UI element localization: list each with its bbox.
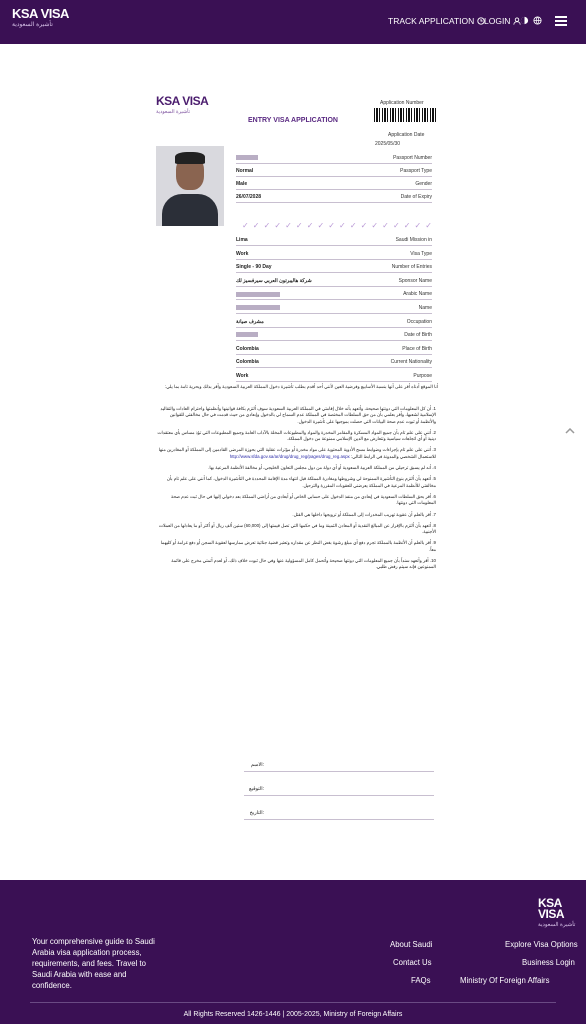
- field-value: [236, 305, 280, 311]
- field-value: 26/07/2028: [236, 194, 262, 200]
- field-value: [236, 332, 258, 338]
- document-title: ENTRY VISA APPLICATION: [248, 117, 338, 124]
- declaration-paragraph: 6. أقر بحق السلطات السعودية في إبعادي من منفذ الدخول على حسابي الخاص أو أبعادي من أراضي المملكة بعد دخولي إليها في حال ثبت عدم صحة المعلومات التي دونتها.: [170, 493, 436, 506]
- field-value: Work: [236, 250, 249, 257]
- footer-link-contact-us[interactable]: Contact Us: [393, 958, 432, 967]
- field-value: Colombia: [236, 359, 259, 366]
- sfda-drug-link[interactable]: http://www.sfda.gov.sa/ar/drug/drug_reg/pages/drug_reg.aspx: [229, 453, 350, 459]
- field-value: [236, 291, 280, 297]
- field-label: Date of Birth: [404, 332, 432, 339]
- signature-sign-label: التوقيع:: [249, 786, 264, 792]
- field-label: Purpose: [413, 373, 432, 379]
- field-value: Lima: [236, 237, 248, 243]
- field-label: Number of Entries: [391, 264, 432, 271]
- declaration-paragraph: [156, 447, 436, 460]
- field-value: Normal: [236, 168, 254, 174]
- declaration-paragraph: 2. أنني على علم تام بأن جميع المواد المسكرة والمقامر المخدرة والمواد والمطبوعات المخلة بالآداب العامة وجميع المطبوعات التي تؤذ مساس بأي معتقدات دينية أو أي اتجاهات سياسية وتتعارض مع الدين الإسلامي ممنوعة من دخول المملكة.: [157, 429, 436, 442]
- footer-logo-text: KSA VISA: [538, 896, 565, 921]
- document-logo-subtext: تأشيرة السعودية: [156, 109, 191, 115]
- footer-divider: [30, 1002, 556, 1003]
- field-row-saudi-mission-in: [236, 234, 432, 246]
- footer-link-explore-visa-options[interactable]: Explore Visa Options: [505, 940, 578, 949]
- declaration-paragraph: 7. أقر بالعلم أن عقوبة تهريب المخدرات إلى المملكة أو ترويجها داخلها هي القتل.: [292, 511, 436, 517]
- redacted-value: [236, 332, 258, 337]
- globe-icon[interactable]: [533, 16, 542, 25]
- footer-tagline: Your comprehensive guide to Saudi Arabia visa application process, requirements, and fees. Travel to Saudi Arabia with ease and confidence.: [32, 937, 155, 990]
- field-row-visa-type: [236, 248, 432, 260]
- field-label: Saudi Mission in: [395, 237, 432, 243]
- signature-date-line: [244, 803, 434, 820]
- site-logo[interactable]: [12, 8, 69, 31]
- field-label: Passport Type: [400, 168, 432, 174]
- field-row-occupation: [236, 316, 432, 328]
- scroll-up-icon[interactable]: [565, 428, 575, 434]
- redacted-value: [236, 155, 258, 160]
- field-label: Name: [418, 305, 432, 311]
- logo-text: KSA VISA: [12, 6, 69, 21]
- field-label: Gender: [415, 181, 432, 187]
- field-value: [236, 155, 258, 161]
- footer-link-about-saudi[interactable]: About Saudi: [390, 940, 433, 949]
- field-value: مشرف صيانة: [236, 318, 264, 325]
- signature-sign-line: [244, 779, 434, 796]
- field-value: Work: [236, 373, 249, 379]
- footer-copyright: All Rights Reserved 1426-1446 | 2005-2025, Ministry of Foreign Affairs: [183, 1011, 403, 1018]
- field-label: Sponsor Name: [398, 277, 432, 284]
- declaration-paragraph: 9. أقر بالعلم أن الأنظمة بالمملكة تجرم دفع أي مبلغ رشوة بغض النظر عن مقداره وتعتبر قضية جنائية تعرض ممارسها لعقوبة السجن أو دفع غرامة أو كليهما معاً.: [160, 540, 436, 552]
- footer-link-faqs[interactable]: FAQs: [411, 976, 431, 985]
- field-row-arabic-name: [236, 288, 432, 300]
- visa-application-document: [150, 90, 438, 860]
- redacted-value: [236, 292, 280, 297]
- track-application-link[interactable]: [388, 16, 485, 26]
- field-value: Colombia: [236, 345, 259, 352]
- field-row-number-of-entries: [236, 261, 432, 273]
- theme-toggle-icon[interactable]: [520, 16, 529, 25]
- field-label: Current Nationality: [390, 359, 432, 366]
- footer-logo-subtext: تأشيرة السعودية: [538, 922, 576, 928]
- application-number-label: Application Number: [380, 100, 424, 106]
- hamburger-menu-icon[interactable]: [555, 16, 567, 26]
- applicant-photo: [156, 146, 224, 226]
- field-label: Date of Expiry: [400, 194, 432, 200]
- signature-date-label: التاريخ:: [249, 810, 264, 816]
- declaration-paragraph: 4. أنه لم يسبق ترحيلي من المملكة العربية السعودية أو أي دولة من دول مجلس التعاون الخليجي، أو مخالفة الأنظمة المرعية بها.: [208, 465, 436, 471]
- field-row-place-of-birth: [236, 343, 432, 355]
- field-value: شركة هاليبرتون العربي سيرفسيز لك: [236, 277, 312, 284]
- field-row-purpose: [236, 370, 432, 382]
- footer-link-business-login[interactable]: Business Login: [522, 958, 575, 967]
- declaration-paragraph: 8. أتعهد بأن ألتزم بالإقرار عن المبالغ النقدية أو المعادن الثمينة وما في حكمها التي تصل قيمتها إلى (60,000) ستين ألف ريال أو أكثر أو ما يعادلها من العملات الأجنبية.: [158, 522, 436, 535]
- signature-name-label: الاسم:: [250, 762, 264, 768]
- declaration-paragraph-text: 3. أنني على علم تام بإجراءات وضوابط مسح الأدوية المحتوية على مواد مخدرة أو مؤثرات عقلية التي بحوزة المرضى القادمين إلى المملكة أو المغادرين منها للاستعمال الشخصي والمدونة في الرابط التالي:: [158, 447, 436, 459]
- login-label: LOGIN: [484, 16, 511, 26]
- document-logo-text: KSA VISA: [156, 94, 209, 108]
- field-value: Single - 90 Day: [236, 264, 272, 271]
- field-row-passport-type: [236, 165, 432, 177]
- declaration-paragraph: 1. أن كل المعلومات التي دونتها صحيحة، وأتعهد بأنه خلال إقامتي في المملكة العربية السعودية سوف ألتزم بكافة قوانينها وأنظمتها واحترام العادات والتقاليد الإسلامية لشعبها، وأقر بعلمي بأن من حق السلطات المختصة في المملكة عدم السماح لي بالدخول وإبعادي من حيث قدمت في حال مخالفتي للقوانين والأنظمة أو ثبوت عدم صحة البيانات التي حصلت بموجبها على تأشيرة الدخول.: [160, 406, 436, 424]
- login-link[interactable]: [484, 16, 521, 26]
- declaration-paragraphs: [156, 406, 436, 576]
- field-row-name: [236, 302, 432, 314]
- field-value: Male: [236, 181, 248, 187]
- declaration-paragraph: 5. أتعهد بأن ألتزم بنوع التأشيرة الممنوحة لي وشروطها ومغادرة المملكة قبل انتهاء مدة الإقامة المحددة في التأشيرة الدخول، كما أنني على علم تام بأن مخالفتي للأنظمة المرعية في المملكة يعرضني للعقوبات المقررة والترحيل.: [166, 476, 436, 488]
- field-row-date-of-birth: [236, 329, 432, 341]
- logo-subtext: تأشيرة السعودية: [12, 22, 53, 28]
- footer-logo[interactable]: [538, 898, 586, 931]
- decorative-check-row: ✓ ✓ ✓ ✓ ✓ ✓ ✓ ✓ ✓ ✓ ✓ ✓ ✓ ✓ ✓ ✓ ✓ ✓: [242, 221, 432, 230]
- field-row-date-of-expiry: [236, 191, 432, 203]
- site-footer: [0, 880, 586, 1024]
- application-barcode: [374, 108, 436, 122]
- field-label: Visa Type: [410, 250, 432, 257]
- application-date-value: 2025/05/30: [375, 141, 401, 147]
- field-label: Occupation: [406, 318, 432, 325]
- document-logo: [156, 96, 208, 118]
- field-row-passport-number: [236, 152, 432, 164]
- field-label: Place of Birth: [402, 345, 432, 352]
- declaration-intro: أنا الموقع أدناه أقر على أنها بنسبة الأسابيع وفرضية العين لأنني أحد أقدم بطلب تأشيرة دخول المملكة العربية السعودية وأقر بذلك وبحرية تامة بما يلي:: [164, 384, 438, 389]
- redacted-value: [236, 305, 280, 310]
- field-row-current-nationality: [236, 356, 432, 368]
- application-date-label: Application Date: [388, 132, 425, 138]
- field-label: Arabic Name: [403, 291, 432, 298]
- declaration-paragraph: 10. أقر وأتعهد سنداً بأن جميع المعلومات التي دونتها صحيحة وأتحمل كامل المسؤولية عنها وفي حال ثبوت خلاف ذلك، أو لعدم أتمتي مخرج على قائمة الممنوعين فإنه سيتم رفض طلبي.: [171, 558, 436, 570]
- top-navbar: [0, 0, 586, 44]
- footer-link-ministry-foreign-affairs[interactable]: Ministry Of Foreign Affairs: [460, 976, 550, 985]
- field-row-sponsor-name: [236, 275, 432, 287]
- signature-name-line: [244, 755, 434, 772]
- field-label: Passport Number: [393, 155, 432, 161]
- track-application-label: TRACK APPLICATION: [388, 16, 475, 26]
- field-row-gender: [236, 178, 432, 190]
